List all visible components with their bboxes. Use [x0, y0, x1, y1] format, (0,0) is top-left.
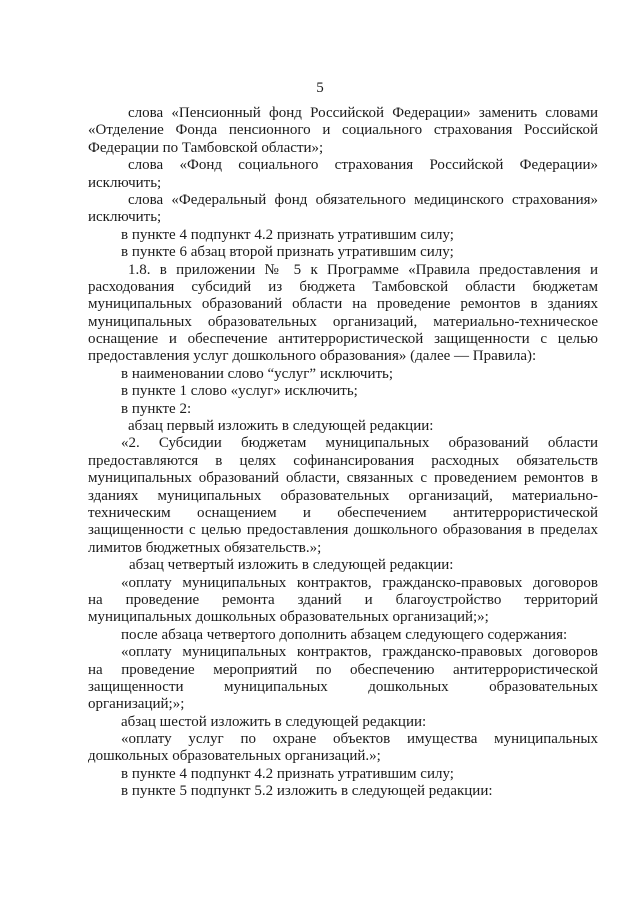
text-line: защищенности с целью предоставления дошкольного образования в пределах [88, 522, 598, 539]
text-line: в пункте 4 подпункт 4.2 признать утратившим силу; [121, 765, 454, 782]
text-line: в пункте 6 абзац второй признать утратившим силу; [121, 244, 454, 261]
text-line: организаций;»; [88, 696, 185, 713]
page-number: 5 [316, 80, 324, 96]
text-line: слова «Фонд социального страхования Российской Федерации» [128, 157, 598, 174]
text-line: слова «Пенсионный фонд Российской Федерации» заменить словами [128, 105, 598, 121]
text-line: в пункте 4 подпункт 4.2 признать утратившим силу; [121, 226, 454, 243]
text-line: муниципальных образований области на проведение ремонтов в зданиях [88, 296, 598, 313]
text-line: в пункте 1 слово «услуг» исключить; [121, 383, 358, 400]
text-line: на проведение ремонта зданий и благоустройство территорий [88, 591, 598, 608]
text-line: в пункте 5 подпункт 5.2 изложить в следующей редакции: [121, 783, 493, 800]
text-line: Федерации по Тамбовской области»; [88, 139, 324, 156]
text-line: слова «Федеральный фонд обязательного медицинского страхования» [128, 191, 598, 208]
text-line: предоставляются в целях софинансирования расходных обязательств [88, 452, 598, 469]
text-line: «оплату муниципальных контрактов, гражданско-правовых договоров [121, 574, 598, 591]
text-line: исключить; [88, 174, 162, 191]
text-line: абзац шестой изложить в следующей редакции: [121, 713, 427, 730]
text-line: зданиях муниципальных образовательных организаций, материально- [88, 487, 598, 504]
text-line: в пункте 2: [121, 400, 192, 417]
text-line: дошкольных образовательных организаций.»; [88, 748, 381, 765]
text-line: предоставления услуг дошкольного образования» (далее — Правила): [88, 348, 537, 365]
text-line: абзац первый изложить в следующей редакции: [128, 418, 434, 435]
text-line: техническим оснащением и обеспечением антитеррористической [88, 504, 598, 521]
text-line: в наименовании слово “услуг” исключить; [121, 365, 394, 382]
text-line: оснащение и обеспечение антитеррористической защищенности с целью [88, 331, 598, 348]
text-line: расходования субсидий из бюджета Тамбовской области бюджетам [88, 278, 598, 295]
text-line: муниципальных дошкольных образовательных организаций;»; [88, 609, 489, 626]
text-line: муниципальных образований области, связанных с проведением ремонтов в [88, 470, 598, 487]
text-line: абзац четвертый изложить в следующей редакции: [129, 557, 454, 574]
text-line: лимитов бюджетных обязательств.»; [88, 539, 322, 556]
text-line: защищенности муниципальных дошкольных образовательных [88, 678, 598, 695]
document-body [88, 105, 598, 801]
text-line: «оплату муниципальных контрактов, гражданско-правовых договоров [121, 644, 598, 661]
text-line: исключить; [88, 209, 162, 226]
text-line: «2. Субсидии бюджетам муниципальных образований области [121, 435, 598, 452]
text-line: на проведение мероприятий по обеспечению антитеррористической [88, 661, 598, 678]
text-line: после абзаца четвертого дополнить абзацем следующего содержания: [121, 626, 568, 643]
text-line: «оплату услуг по охране объектов имущества муниципальных [121, 731, 598, 748]
text-line: муниципальных образовательных организаций, материально-техническое [88, 313, 598, 330]
text-line: «Отделение Фонда пенсионного и социального страхования Российской [88, 122, 598, 139]
text-line: 1.8. в приложении № 5 к Программе «Правила предоставления и [128, 261, 598, 278]
